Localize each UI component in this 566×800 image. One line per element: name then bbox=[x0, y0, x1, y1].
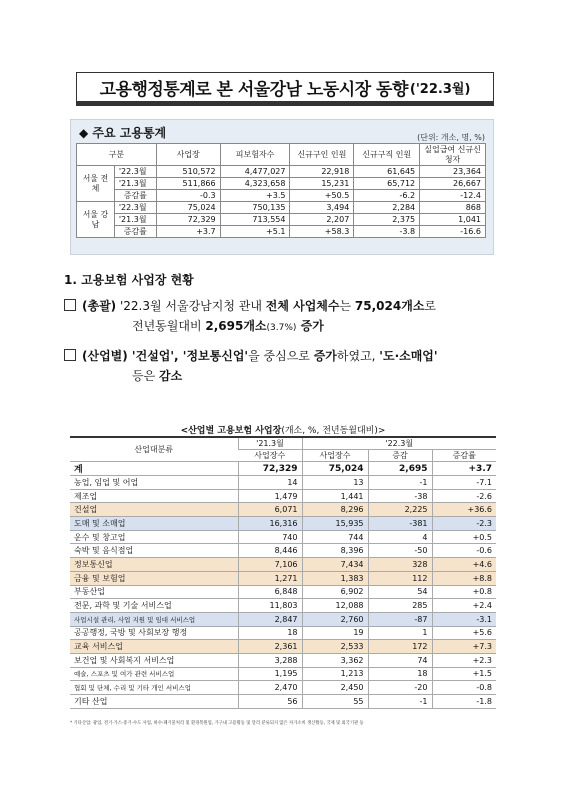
table-row bbox=[77, 166, 486, 178]
table-row bbox=[77, 226, 486, 238]
summary-line bbox=[64, 316, 504, 338]
stats-header-cell: 실업급여 신규신청자 bbox=[420, 144, 486, 166]
industry-cell: -1.8 bbox=[432, 695, 496, 709]
industry-cell: +7.3 bbox=[432, 640, 496, 654]
industry-cell: 2,847 bbox=[238, 612, 302, 626]
stats-cell: 22,918 bbox=[290, 166, 354, 178]
industry-cell: -381 bbox=[368, 517, 432, 531]
stats-cell: 23,364 bbox=[420, 166, 486, 178]
para-tag: (총괄) bbox=[82, 299, 117, 313]
industry-title-bold: <산업별 고용보험 사업장 bbox=[180, 426, 282, 436]
industry-cell: 1,479 bbox=[238, 489, 302, 503]
industry-title-rest: (개소, %, 전년동월대비)> bbox=[281, 426, 386, 436]
industry-cell: 72,329 bbox=[238, 462, 302, 476]
stats-cell: +50.5 bbox=[290, 190, 354, 202]
stats-row-label: '21.3월 bbox=[114, 178, 156, 190]
industry-name: 금융 및 보험업 bbox=[70, 571, 238, 585]
table-row bbox=[70, 530, 496, 544]
table-row bbox=[70, 517, 496, 531]
stats-cell: 65,712 bbox=[354, 178, 420, 190]
industry-cell: 3,288 bbox=[238, 653, 302, 667]
stats-cell: 26,667 bbox=[420, 178, 486, 190]
industry-cell: 18 bbox=[368, 667, 432, 681]
industry-table-body bbox=[70, 462, 496, 709]
industry-cell: 54 bbox=[368, 585, 432, 599]
table-row bbox=[77, 190, 486, 202]
para-text: 로 bbox=[424, 299, 437, 313]
table-row bbox=[77, 178, 486, 190]
industry-cell: 16,316 bbox=[238, 517, 302, 531]
industry-name: 운수 및 창고업 bbox=[70, 530, 238, 544]
industry-cell: 55 bbox=[302, 695, 368, 709]
industry-cell: 285 bbox=[368, 599, 432, 613]
industry-cell: 1,441 bbox=[302, 489, 368, 503]
stats-cell: +5.1 bbox=[220, 226, 290, 238]
stats-cell: 75,024 bbox=[156, 202, 220, 214]
industry-cell: -0.6 bbox=[432, 544, 496, 558]
title-shadow bbox=[76, 102, 494, 106]
industry-cell: +4.6 bbox=[432, 558, 496, 572]
stats-header-cell: 피보험자수 bbox=[220, 144, 290, 166]
industry-cell: 2,225 bbox=[368, 503, 432, 517]
para-text: 하였고, bbox=[336, 349, 380, 363]
industry-cell: 8,296 bbox=[302, 503, 368, 517]
industry-name: 예술, 스포츠 및 여가 관련 서비스업 bbox=[70, 667, 238, 681]
para-bold: 감소 bbox=[159, 369, 183, 383]
industry-cell: 2,470 bbox=[238, 681, 302, 695]
industry-cell: +5.6 bbox=[432, 626, 496, 640]
stats-cell: 4,477,027 bbox=[220, 166, 290, 178]
industry-cell: 14 bbox=[238, 476, 302, 490]
stats-cell: 2,207 bbox=[290, 214, 354, 226]
industry-cell: -2.6 bbox=[432, 489, 496, 503]
stats-cell: 510,572 bbox=[156, 166, 220, 178]
industry-cell: -7.1 bbox=[432, 476, 496, 490]
key-stats-heading: ◆ 주요 고용통계 bbox=[79, 126, 167, 140]
table-row bbox=[70, 462, 496, 476]
industry-cell: -0.8 bbox=[432, 681, 496, 695]
industry-cell: 56 bbox=[238, 695, 302, 709]
industry-cell: -50 bbox=[368, 544, 432, 558]
industry-cell: -20 bbox=[368, 681, 432, 695]
stats-cell: 713,554 bbox=[220, 214, 290, 226]
industry-name: 교육 서비스업 bbox=[70, 640, 238, 654]
stats-header-cell: 구분 bbox=[77, 144, 157, 166]
stats-header-cell: 신규구직 인원 bbox=[354, 144, 420, 166]
industry-name: 보건업 및 사회복지 서비스업 bbox=[70, 653, 238, 667]
stats-row-label: '22.3월 bbox=[114, 202, 156, 214]
summary-line bbox=[64, 296, 504, 316]
industry-name: 공공행정, 국방 및 사회보장 행정 bbox=[70, 626, 238, 640]
key-stats-unit: (단위: 개소, 명, %) bbox=[417, 133, 485, 142]
industry-name: 기타 산업 bbox=[70, 695, 238, 709]
table-row bbox=[70, 489, 496, 503]
industry-cell: 112 bbox=[368, 571, 432, 585]
industry-cell: 15,935 bbox=[302, 517, 368, 531]
title-banner bbox=[76, 72, 494, 106]
checkbox-icon bbox=[64, 299, 76, 311]
table-row bbox=[77, 202, 486, 214]
para-bold: 75,024개소 bbox=[354, 299, 425, 313]
table-row bbox=[70, 626, 496, 640]
summary-paragraph bbox=[64, 296, 504, 338]
stats-row-label: '22.3월 bbox=[114, 166, 156, 178]
table-row bbox=[70, 640, 496, 654]
industry-cell: 328 bbox=[368, 558, 432, 572]
industry-cell: -3.1 bbox=[432, 612, 496, 626]
summary-line bbox=[64, 366, 504, 386]
industry-header-cell: 증감률 bbox=[432, 450, 496, 462]
industry-cell: 1,213 bbox=[302, 667, 368, 681]
stats-cell: -16.6 bbox=[420, 226, 486, 238]
industry-header-cell: 산업대분류 bbox=[70, 437, 238, 462]
stats-cell: 511,866 bbox=[156, 178, 220, 190]
industry-table-title bbox=[0, 423, 566, 436]
table-row bbox=[70, 612, 496, 626]
stats-header-cell: 사업장 bbox=[156, 144, 220, 166]
industry-cell: +2.3 bbox=[432, 653, 496, 667]
industry-cell: 3,362 bbox=[302, 653, 368, 667]
stats-row-label: 증감률 bbox=[114, 190, 156, 202]
stats-cell: +3.7 bbox=[156, 226, 220, 238]
industry-cell: 18 bbox=[238, 626, 302, 640]
industry-cell: 2,695 bbox=[368, 462, 432, 476]
para-tag: (산업별) bbox=[82, 349, 128, 363]
industry-cell: -38 bbox=[368, 489, 432, 503]
stats-cell: -6.2 bbox=[354, 190, 420, 202]
industry-cell: +36.6 bbox=[432, 503, 496, 517]
industry-cell: -87 bbox=[368, 612, 432, 626]
para-bold: 증가 bbox=[313, 349, 337, 363]
stats-cell: +3.5 bbox=[220, 190, 290, 202]
industry-name: 계 bbox=[70, 462, 238, 476]
industry-cell: 1 bbox=[368, 626, 432, 640]
industry-name: 사업시설 관리, 사업 지원 및 임대 서비스업 bbox=[70, 612, 238, 626]
industry-cell: +0.8 bbox=[432, 585, 496, 599]
industry-cell: +3.7 bbox=[432, 462, 496, 476]
table-row bbox=[70, 667, 496, 681]
industry-name: 제조업 bbox=[70, 489, 238, 503]
industry-name: 도매 및 소매업 bbox=[70, 517, 238, 531]
stats-group-label: 서울 전체 bbox=[77, 166, 115, 202]
stats-cell: 15,231 bbox=[290, 178, 354, 190]
para-small: (3.7%) bbox=[266, 323, 297, 333]
table-row bbox=[70, 585, 496, 599]
para-text: 등은 bbox=[132, 369, 159, 383]
industry-header-cell: '22.3월 bbox=[302, 437, 496, 450]
industry-cell: 8,396 bbox=[302, 544, 368, 558]
industry-cell: 1,195 bbox=[238, 667, 302, 681]
industry-cell: 1,383 bbox=[302, 571, 368, 585]
table-row bbox=[77, 214, 486, 226]
para-text: 는 bbox=[339, 299, 355, 313]
stats-cell: 2,375 bbox=[354, 214, 420, 226]
footnote: * 기타산업: 광업, 전기·가스·증기·수도 사업, 하수·폐기물처리 및 환경복원업, 가구내 고용활동 및 달리 분류되지 않은 자가소비 생산활동, 국제 및 외국기관 등 bbox=[70, 721, 364, 726]
industry-cell: +8.8 bbox=[432, 571, 496, 585]
stats-cell: 750,135 bbox=[220, 202, 290, 214]
para-text: 전년동월대비 bbox=[132, 319, 206, 333]
industry-cell: 13 bbox=[302, 476, 368, 490]
industry-name: 숙박 및 음식점업 bbox=[70, 544, 238, 558]
industry-cell: 6,902 bbox=[302, 585, 368, 599]
stats-row-label: 증감률 bbox=[114, 226, 156, 238]
para-bold: 전체 사업체수 bbox=[265, 299, 340, 313]
stats-cell: 3,494 bbox=[290, 202, 354, 214]
industry-header-cell: '21.3월 bbox=[238, 437, 302, 450]
industry-cell: 744 bbox=[302, 530, 368, 544]
industry-cell: 2,450 bbox=[302, 681, 368, 695]
industry-cell: 740 bbox=[238, 530, 302, 544]
industry-name: 부동산업 bbox=[70, 585, 238, 599]
industry-cell: 7,106 bbox=[238, 558, 302, 572]
industry-header-row bbox=[70, 437, 496, 450]
industry-cell: 1,271 bbox=[238, 571, 302, 585]
summary-line bbox=[64, 346, 504, 366]
industry-cell: -2.3 bbox=[432, 517, 496, 531]
industry-header-cell: 사업장수 bbox=[238, 450, 302, 462]
industry-cell: 2,760 bbox=[302, 612, 368, 626]
industry-cell: 12,088 bbox=[302, 599, 368, 613]
industry-cell: 172 bbox=[368, 640, 432, 654]
industry-name: 농업, 임업 및 어업 bbox=[70, 476, 238, 490]
key-stats-table bbox=[76, 143, 486, 238]
stats-cell: 72,329 bbox=[156, 214, 220, 226]
industry-cell: -1 bbox=[368, 476, 432, 490]
stats-cell: 1,041 bbox=[420, 214, 486, 226]
stats-cell: +58.3 bbox=[290, 226, 354, 238]
table-row bbox=[70, 599, 496, 613]
industry-header-cell: 사업장수 bbox=[302, 450, 368, 462]
industry-cell: +0.5 bbox=[432, 530, 496, 544]
stats-group-label: 서울 강남 bbox=[77, 202, 115, 238]
table-row bbox=[70, 476, 496, 490]
key-stats-header-row bbox=[77, 144, 486, 166]
stats-cell: 2,284 bbox=[354, 202, 420, 214]
para-bold: 2,695개소 bbox=[205, 319, 267, 333]
industry-cell: 8,446 bbox=[238, 544, 302, 558]
table-row bbox=[70, 544, 496, 558]
title-box bbox=[76, 72, 494, 102]
table-row bbox=[70, 571, 496, 585]
page-title-date: ('22.3월) bbox=[409, 81, 471, 97]
stats-cell: -12.4 bbox=[420, 190, 486, 202]
industry-cell: 4 bbox=[368, 530, 432, 544]
industry-cell: 2,533 bbox=[302, 640, 368, 654]
industry-cell: 2,361 bbox=[238, 640, 302, 654]
industry-cell: 74 bbox=[368, 653, 432, 667]
industry-name: 정보통신업 bbox=[70, 558, 238, 572]
industry-name: 건설업 bbox=[70, 503, 238, 517]
para-bold: '도·소매업' bbox=[379, 349, 438, 363]
table-row bbox=[70, 681, 496, 695]
stats-cell: -0.3 bbox=[156, 190, 220, 202]
para-bold: 증가 bbox=[296, 319, 324, 333]
stats-header-cell: 신규구인 인원 bbox=[290, 144, 354, 166]
para-text: 을 중심으로 bbox=[248, 349, 314, 363]
industry-cell: -1 bbox=[368, 695, 432, 709]
table-row bbox=[70, 695, 496, 709]
stats-row-label: '21.3월 bbox=[114, 214, 156, 226]
para-text: '22.3월 서울강남지청 관내 bbox=[116, 299, 266, 313]
industry-paragraph bbox=[64, 346, 504, 386]
stats-cell: 4,323,658 bbox=[220, 178, 290, 190]
table-row bbox=[70, 503, 496, 517]
industry-table bbox=[70, 436, 496, 709]
industry-name: 협회 및 단체, 수리 및 기타 개인 서비스업 bbox=[70, 681, 238, 695]
industry-cell: 7,434 bbox=[302, 558, 368, 572]
section-title: 1. 고용보험 사업장 현황 bbox=[64, 273, 194, 287]
industry-cell: 6,848 bbox=[238, 585, 302, 599]
industry-cell: +1.5 bbox=[432, 667, 496, 681]
stats-cell: -3.8 bbox=[354, 226, 420, 238]
checkbox-icon bbox=[64, 349, 76, 361]
industry-cell: 11,803 bbox=[238, 599, 302, 613]
industry-cell: 19 bbox=[302, 626, 368, 640]
table-row bbox=[70, 653, 496, 667]
industry-cell: 75,024 bbox=[302, 462, 368, 476]
stats-cell: 61,645 bbox=[354, 166, 420, 178]
para-bold: '건설업', '정보통신업' bbox=[127, 349, 249, 363]
industry-header-cell: 증감 bbox=[368, 450, 432, 462]
industry-name: 전문, 과학 및 기술 서비스업 bbox=[70, 599, 238, 613]
industry-cell: 6,071 bbox=[238, 503, 302, 517]
stats-cell: 868 bbox=[420, 202, 486, 214]
page-title: 고용행정통계로 본 서울강남 노동시장 동향 bbox=[99, 79, 408, 100]
industry-cell: +2.4 bbox=[432, 599, 496, 613]
table-row bbox=[70, 558, 496, 572]
